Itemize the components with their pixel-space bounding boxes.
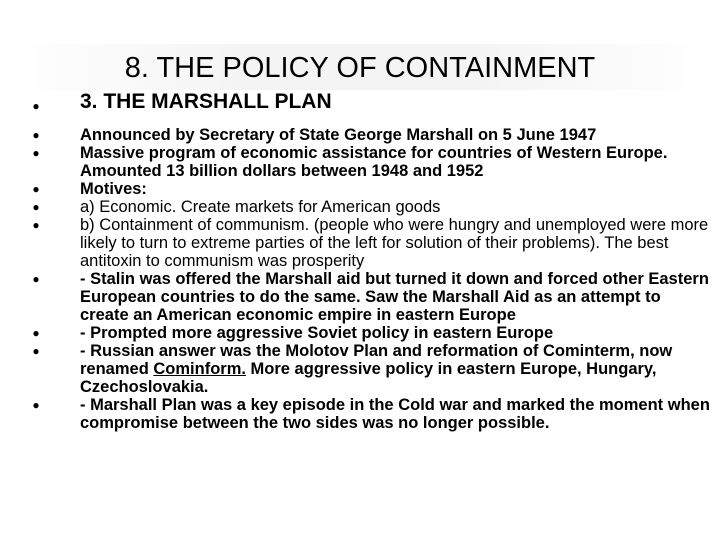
list-item-text: - Marshall Plan was a key episode in the Cold war and marked the moment when compromise between the two sides was no longer possible. [80,396,710,432]
bullet-icon: ● [32,344,40,358]
list-item-text: Massive program of economic assistance for countries of Western Europe. Amounted 13 billion dollars between 1948 and 1952 [80,144,668,180]
bullet-list [30,88,710,432]
list-item-text: b) Containment of communism. (people who were hungry and unemployed were more likely to turn to extreme parties of the left for solution of their problems). The best antitoxin to communism was prosperity [80,216,709,270]
bullet-icon: ● [32,200,40,214]
bullet-icon: ● [32,182,40,196]
bullet-icon: ● [32,272,40,286]
bullet-icon: ● [32,128,40,142]
list-item-text: Announced by Secretary of State George Marshall on 5 June 1947 [80,126,597,144]
list-item-text: - Prompted more aggressive Soviet policy in eastern Europe [80,324,554,342]
list-item [30,342,710,396]
list-item [30,126,710,144]
bullet-icon: ● [32,326,40,340]
list-item-text: Motives: [80,180,147,198]
list-item [30,144,710,180]
bullet-icon: ● [32,99,40,113]
list-item-text-part: More aggressive policy in eastern Europe, Hungary, Czechoslovakia. [80,360,657,396]
list-item [30,396,710,432]
list-item [30,216,710,270]
cominform-term: Cominform. [153,360,246,378]
list-item [30,324,710,342]
section-heading-text: 3. THE MARSHALL PLAN [80,90,332,113]
slide-title: 8. THE POLICY OF CONTAINMENT [124,52,596,84]
list-item-text-part: - Russian answer was the Molotov Plan and reformation of Cominterm, now renamed [80,342,673,378]
list-item [30,270,710,324]
list-item-text [80,342,672,396]
bullet-icon: ● [32,398,40,412]
list-item-text: - Stalin was offered the Marshall aid but turned it down and forced other Eastern European countries to do the same. Saw the Marshall Aid as an attempt to create an American economic empire in eastern Europe [80,270,709,324]
list-item [30,180,710,198]
bullet-icon: ● [32,146,40,160]
list-item [30,198,710,216]
section-heading [30,88,710,116]
bullet-icon: ● [32,218,40,232]
list-item-text: a) Economic. Create markets for American goods [80,198,441,216]
